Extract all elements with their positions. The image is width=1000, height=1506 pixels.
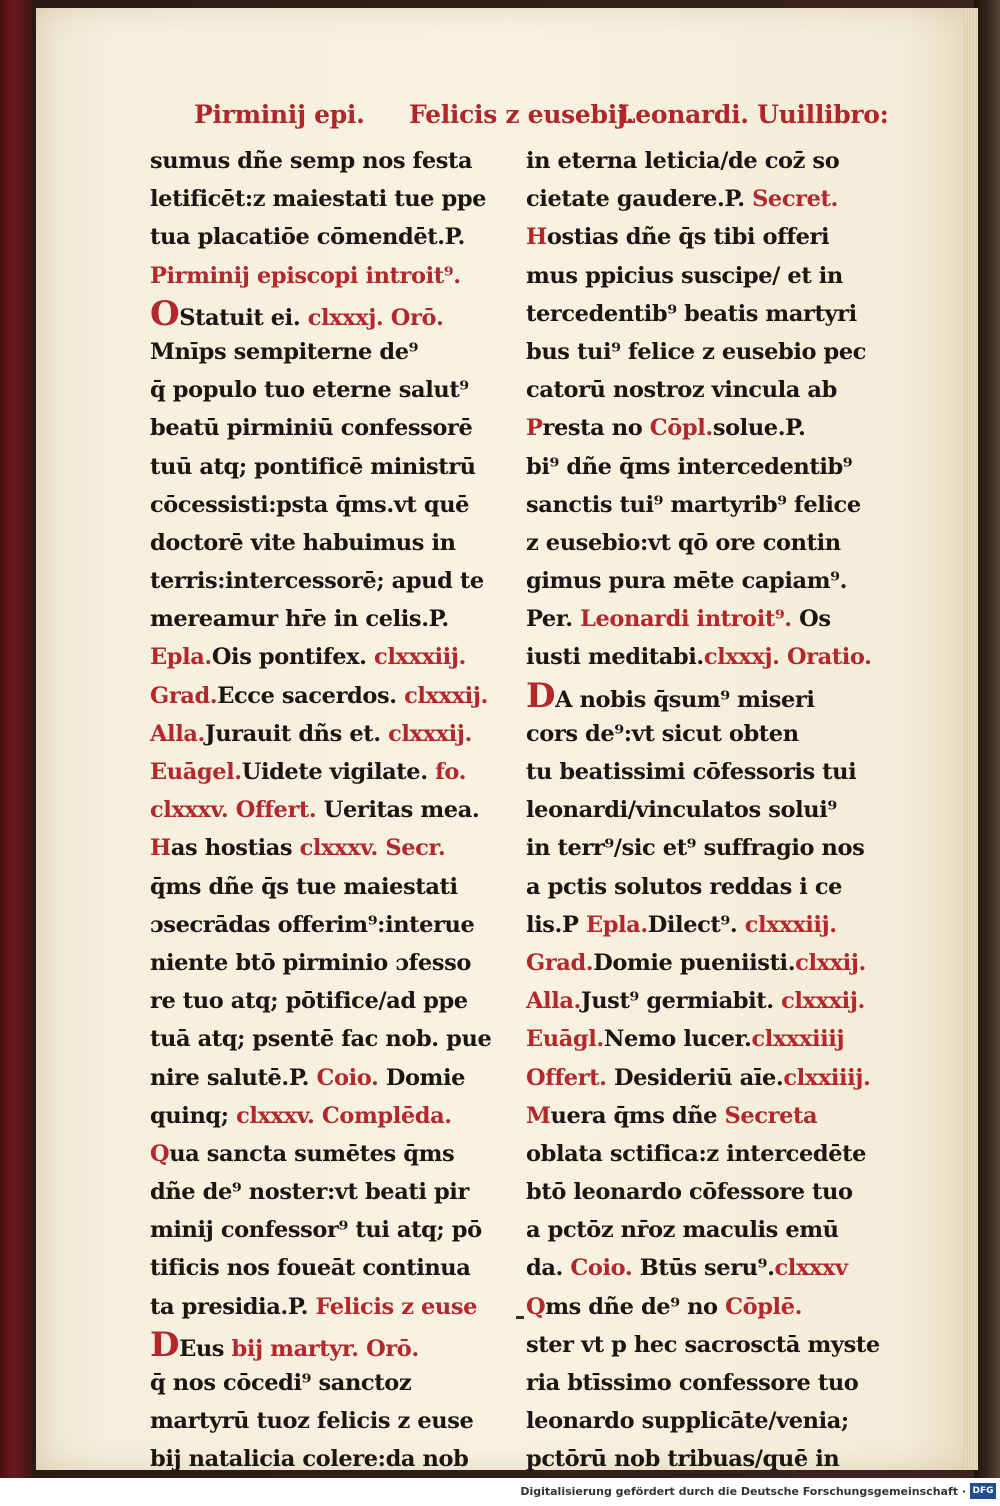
right-column-line (526, 409, 878, 447)
body-text: ua sancta sumētes q̄ms (169, 1140, 455, 1167)
right-column-line (526, 1440, 878, 1478)
right-column-line (526, 524, 878, 562)
body-text: tu beatissimi cōfessoris tui (526, 759, 857, 785)
body-text: A nobis q̄sum⁹ miseri (555, 686, 815, 713)
fold-mark (516, 1316, 524, 1319)
rubric-text: fo. (435, 759, 467, 785)
body-text: q̄ms dñe q̄s tue maiestati (150, 873, 458, 900)
body-text: P. (288, 1064, 317, 1091)
rubric-text: Cōplē. (725, 1293, 803, 1320)
right-column-line (526, 562, 878, 600)
rubric-text: Alla. (526, 988, 581, 1015)
body-text: Just⁹ germiabit. (580, 988, 782, 1015)
right-column-line (526, 829, 878, 867)
body-text: ta presidia. (150, 1293, 288, 1320)
rubric-text: clxxxij. (781, 988, 865, 1015)
body-text: Dilect⁹. (647, 911, 745, 938)
right-column-line (526, 1402, 878, 1440)
body-text: bij natalicia colere:da nob (150, 1446, 469, 1473)
body-text: z eusebio:vt qō ore contin (526, 529, 841, 556)
body-text: nire salutē. (150, 1064, 289, 1091)
body-text: ria btīssimo confessore tuo (526, 1370, 859, 1396)
body-text: quinq; (150, 1102, 237, 1129)
right-column-line (526, 1173, 878, 1211)
rubric-text: clxxxiij. (744, 911, 837, 938)
decorated-initial: D (150, 1324, 180, 1365)
right-column-line (526, 1020, 878, 1058)
body-text: martyrū tuoz felicis z euse (150, 1408, 474, 1435)
body-text: Ecce sacerdos. (217, 682, 405, 709)
decorated-initial: O (150, 293, 180, 334)
book-binding-left (0, 0, 32, 1478)
body-text: doctorē vite habuimus in (150, 529, 456, 556)
rubric-text: clxxxv. Offert. (150, 797, 324, 824)
body-text: as hostias (170, 835, 300, 862)
rubric-text: Grad. (526, 949, 594, 976)
right-column-line (526, 1288, 878, 1326)
body-text: mereamur hr̄e in celis. (150, 606, 429, 633)
right-column-line (526, 868, 878, 906)
right-column-line (526, 791, 878, 829)
rubric-text: Coio. (316, 1064, 379, 1091)
rubric-text: clxxxj. Orō. (307, 304, 444, 331)
rubric-text: H (526, 224, 547, 251)
body-text: tua placatiōe cōmendēt. (150, 224, 445, 251)
rubric-text: Coio. (570, 1255, 633, 1282)
right-column-line (526, 257, 878, 295)
left-column-line (150, 448, 502, 486)
left-column-line (150, 218, 502, 256)
right-column-line (526, 1326, 878, 1364)
right-column-line (526, 982, 878, 1020)
body-text: gimus pura mēte capiam⁹. (526, 568, 848, 595)
rubric-text: clxxxv (774, 1255, 848, 1282)
right-column-line (526, 1135, 878, 1173)
body-text: P. (287, 1293, 316, 1320)
rubric-text: H (150, 835, 171, 862)
rubric-text: clxxxiiij (751, 1026, 845, 1053)
right-column-line (526, 638, 878, 676)
left-column-line (150, 829, 502, 867)
body-text: beatū pirminiū confessorē (150, 415, 473, 442)
body-text: a pctis solutos reddas i ce (526, 873, 843, 900)
left-column-line (150, 180, 502, 218)
left-column-line (150, 944, 502, 982)
footer-bar (0, 1478, 1000, 1506)
body-text: Domie (378, 1064, 466, 1091)
right-column-line (526, 715, 878, 753)
body-text: a pctōz nr̄oz maculis emū (526, 1217, 839, 1244)
left-column-line (150, 1020, 502, 1058)
left-column-line (150, 409, 502, 447)
body-text: mus ppicius suscipe/ et in (526, 262, 843, 289)
left-column-line (150, 524, 502, 562)
left-column-line (150, 257, 502, 295)
left-column-line (150, 142, 502, 180)
body-text: Ueritas mea. (323, 797, 480, 824)
body-text: tercedentib⁹ beatis martyri (526, 300, 857, 327)
body-text: letificēt:z maiestati tue ppe (150, 186, 487, 213)
left-column-line (150, 638, 502, 676)
left-column-line (150, 1402, 502, 1440)
rubric-text: Grad. (150, 682, 218, 709)
body-text: bi⁹ dñe q̄ms intercedentib⁹ (526, 453, 853, 480)
left-column-line (150, 753, 502, 791)
left-column-line (150, 295, 502, 333)
body-text: tuā atq; psentē fac nob. pue (150, 1026, 492, 1053)
rubric-text: P (526, 415, 543, 442)
running-head-pirminii: Pirminij epi. (194, 100, 365, 129)
right-column-line (526, 1249, 878, 1287)
rubric-text: Secreta (724, 1102, 818, 1129)
body-text: lis. (526, 911, 562, 938)
rubric-text: clxxxj. Oratio. (703, 644, 872, 671)
body-text: minij confessor⁹ tui atq; pō (150, 1217, 482, 1244)
rubric-text: clxxiiij. (783, 1064, 871, 1091)
body-text: Uidete vigilate. (241, 759, 436, 785)
rubric-text: Q (526, 1293, 546, 1320)
body-text: dñe de⁹ noster:vt beati pir (150, 1179, 469, 1206)
body-text: P (562, 911, 586, 938)
body-text: Statuit ei. (179, 304, 308, 331)
running-head-leonardi: Leonardi. Uuillibro: (618, 100, 889, 129)
body-text: P. (444, 224, 465, 251)
body-text: Mnīps sempiterne de⁹ (150, 338, 419, 365)
body-text: Desideriū aīe. (614, 1064, 784, 1091)
left-column-line (150, 1364, 502, 1402)
left-column-line (150, 600, 502, 638)
right-column-line (526, 600, 878, 638)
left-column-line (150, 1135, 502, 1173)
body-text: sumus dñe semp nos festa (150, 148, 473, 174)
right-column-line (526, 1364, 878, 1402)
body-text: solue. (712, 415, 786, 442)
right-column-line (526, 333, 878, 371)
body-text: resta no (542, 415, 650, 442)
body-text: Ois pontifex. (211, 644, 375, 671)
body-text: tuū atq; pontificē ministrū (150, 453, 476, 480)
body-text: Jurauit dñs et. (204, 720, 389, 747)
body-text: re tuo atq; pōtifice/ad ppe (150, 988, 468, 1015)
left-column-line (150, 371, 502, 409)
left-column-line (150, 486, 502, 524)
rubric-text: Leonardi introit⁹. (580, 606, 792, 633)
body-text: niente btō pirminio ɔfesso (150, 949, 471, 976)
body-text: ostias dñe q̄s tibi offeri (546, 224, 830, 251)
rubric-text: Q (150, 1140, 170, 1167)
rubric-text: clxxxiij. (374, 644, 466, 671)
right-column-line (526, 1097, 878, 1135)
right-column-line (526, 218, 878, 256)
body-text: sanctis tui⁹ martyrib⁹ felice (526, 491, 861, 518)
left-column-line (150, 1326, 502, 1364)
rubric-text: Felicis z euse (315, 1293, 478, 1320)
page-edge (964, 8, 978, 1470)
body-text: uera q̄ms dñe (550, 1102, 725, 1129)
left-column-line (150, 1249, 502, 1287)
right-column-line (526, 944, 878, 982)
body-text: q̄ nos cōcedi⁹ sanctoz (150, 1370, 412, 1396)
body-text: Per. (526, 606, 581, 633)
running-head (0, 100, 1000, 140)
rubric-text: Cōpl. (649, 415, 713, 442)
body-text: leonardi/vinculatos solui⁹ (526, 797, 837, 824)
left-column-line (150, 791, 502, 829)
right-column-line (526, 295, 878, 333)
right-column-line (526, 753, 878, 791)
dfg-logo: DFG (970, 1483, 996, 1499)
rubric-text: clxxxij. (404, 682, 488, 709)
body-text: q̄ populo tuo eterne salut⁹ (150, 377, 469, 404)
left-column-line (150, 562, 502, 600)
body-text: da. (526, 1255, 571, 1282)
body-text: Btūs seru⁹. (632, 1255, 775, 1282)
body-text: cōcessisti:psta q̄ms.vt quē (150, 491, 470, 518)
body-text: Eus (179, 1335, 232, 1362)
left-column-line (150, 1211, 502, 1249)
left-column-line (150, 1097, 502, 1135)
rubric-text: clxxxv. Complēda. (236, 1102, 452, 1129)
left-column-line (150, 982, 502, 1020)
left-column-line (150, 1440, 502, 1478)
right-column-line (526, 1211, 878, 1249)
left-column-line (150, 1173, 502, 1211)
body-text: bus tui⁹ felice z eusebio pec (526, 338, 867, 365)
body-text: P. (428, 606, 449, 633)
body-text: oblata sctifica:z intercedēte (526, 1140, 867, 1167)
body-text: ɔsecrādas offerim⁹:interue (150, 911, 475, 938)
body-text: P. (724, 186, 753, 213)
rubric-text: clxxij. (795, 949, 866, 976)
body-text: catorū nostroz vincula ab (526, 377, 837, 404)
body-text: ster vt p hec sacrosctā myste (526, 1331, 880, 1358)
body-text: btō leonardo cōfessore tuo (526, 1179, 853, 1206)
running-head-felicis: Felicis z eusebij. (409, 100, 635, 129)
left-column-line (150, 715, 502, 753)
body-text: P. (785, 415, 806, 442)
body-text: in terr⁹/sic et⁹ suffragio nos (526, 835, 865, 862)
left-column-line (150, 906, 502, 944)
body-text: tificis nos foueāt continua (150, 1255, 471, 1282)
left-column-line (150, 333, 502, 371)
body-text: cors de⁹:vt sicut obten (526, 720, 799, 747)
rubric-text: clxxxij. (388, 720, 472, 747)
body-text: iusti meditabi. (526, 644, 704, 671)
rubric-text: Alla. (150, 720, 205, 747)
body-text: Domie pueniisti. (593, 949, 796, 976)
rubric-text: Epla. (585, 911, 648, 938)
body-text: cietate gaudere. (526, 186, 725, 213)
left-column-line (150, 1059, 502, 1097)
right-column-line (526, 180, 878, 218)
left-column-line (150, 1288, 502, 1326)
text-column-right (526, 142, 878, 1479)
rubric-text: Euāgl. (526, 1026, 604, 1053)
right-column-line (526, 371, 878, 409)
right-column-line (526, 1059, 878, 1097)
right-column-line (526, 677, 878, 715)
right-column-line (526, 448, 878, 486)
right-column-line (526, 142, 878, 180)
body-text: Nemo lucer. (603, 1026, 752, 1053)
digitization-credit: Digitalisierung gefördert durch die Deutsche Forschungsgemeinschaft · (520, 1485, 966, 1498)
text-column-left (150, 142, 502, 1479)
body-text: leonardo supplicāte/venia; (526, 1408, 849, 1435)
rubric-text: Offert. (526, 1064, 614, 1091)
rubric-text: Pirminij episcopi introit⁹. (150, 262, 461, 289)
rubric-text: Secret. (752, 186, 838, 213)
left-column-line (150, 677, 502, 715)
body-text: pctōrū nob tribuas/quē in (526, 1446, 840, 1473)
rubric-text: bij martyr. Orō. (231, 1335, 419, 1362)
rubric-text: Epla. (150, 644, 212, 671)
right-column-line (526, 906, 878, 944)
body-text: terris:intercessorē; apud te (150, 568, 484, 595)
body-text: ms dñe de⁹ no (545, 1293, 726, 1320)
body-text: in eterna leticia/de coz̄ so (526, 148, 840, 174)
body-text: Os (791, 606, 831, 633)
decorated-initial: D (526, 675, 556, 716)
rubric-text: clxxxv. Secr. (299, 835, 446, 862)
left-column-line (150, 868, 502, 906)
right-column-line (526, 486, 878, 524)
rubric-text: Euāgel. (150, 759, 242, 785)
rubric-text: M (526, 1102, 551, 1129)
